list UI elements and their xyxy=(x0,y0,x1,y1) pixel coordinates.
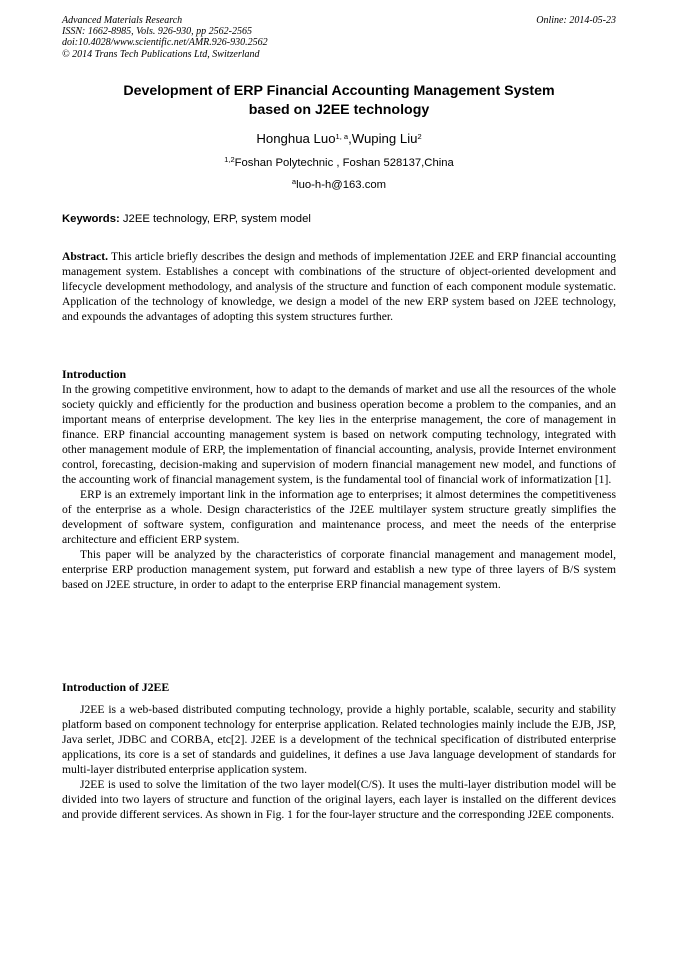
author-list xyxy=(62,131,616,146)
introduction-section xyxy=(62,367,616,592)
keywords-label: Keywords: xyxy=(62,213,120,225)
author-name: Wuping Liu xyxy=(351,131,418,146)
paragraph: ERP is an extremely important link in the information age to enterprises; it almost determines the competitiveness of the enterprise as a whole. Design characteristics of the J2EE multilayer system structure greatly simplifies the development of software system, configuration and maintenance process, and meet the needs of the enterprise architecture and efficient ERP system. xyxy=(62,488,616,546)
title-line-1: Development of ERP Financial Accounting Management System xyxy=(123,83,555,99)
keywords xyxy=(62,213,616,225)
author-email xyxy=(62,179,616,191)
publication-header xyxy=(62,15,616,60)
author-separator: , xyxy=(348,131,352,146)
doi-line: doi:10.4028/www.scientific.net/AMR.926-930.2562 xyxy=(62,37,268,49)
author-superscript: 1, a xyxy=(335,132,349,141)
email-superscript: a xyxy=(291,177,297,186)
section-heading: Introduction xyxy=(62,367,127,381)
affiliation-superscript: 1,2 xyxy=(224,155,235,164)
journal-name: Advanced Materials Research xyxy=(62,15,183,26)
paragraph: In the growing competitive environment, how to adapt to the demands of market and use all the resources of the whole society quickly and efficiently for the production and business operation become a problem to the companies, and an important means of enterprise development. The key lies in the enterprise management, the core of management in finance. ERP financial accounting management system is based on network computing technology, integrated with other management module of ERP, the implementation of financial accounting, analysis, provide Internet environment control, forecasting, decision-making and supervision of modern financial management new model, and functions of the accounting work of financial management system, is the fundamental tool of financial work of informatization [1]. xyxy=(62,383,616,486)
copyright-line: © 2014 Trans Tech Publications Ltd, Switzerland xyxy=(62,48,260,60)
author-superscript: 2 xyxy=(417,132,422,141)
paragraph: This paper will be analyzed by the characteristics of corporate financial management and management model, enterprise ERP production management system, put forward and establish a new type of three layers of B/S system based on J2EE structure, in order to adapt to the enterprise ERP financial management system. xyxy=(62,548,616,591)
paragraph: J2EE is used to solve the limitation of the two layer model(C/S). It uses the multi-layer distribution model will be divided into two layers of structure and function of the original layers, each layer is installed on the different devices and provide different services. As shown in Fig. 1 for the four-layer structure and the corresponding J2EE components. xyxy=(62,778,616,821)
affiliation xyxy=(62,157,616,169)
paragraph: J2EE is a web-based distributed computing technology, provide a highly portable, scalable, security and stability platform based on component technology for enterprise application. Related technologies mainly include the EJB, JSP, Java serlet, JDBC and CORBA, etc[2]. J2EE is a development of the technical specification of distributed enterprise applications, its core is a set of standards and guidelines, it defines a use Java language development of standards for multi-layer distributed enterprise application system. xyxy=(62,703,616,776)
author-name: Honghua Luo xyxy=(256,131,336,146)
affiliation-text: Foshan Polytechnic , Foshan 528137,China xyxy=(234,157,454,169)
paper-title xyxy=(62,82,616,120)
online-date: Online: 2014-05-23 xyxy=(536,15,616,26)
abstract xyxy=(62,249,616,324)
issn-line: ISSN: 1662-8985, Vols. 926-930, pp 2562-2565 xyxy=(62,26,252,38)
abstract-text: This article briefly describes the design and methods of implementation J2EE and ERP financial accounting management system. Establishes a concept with combinations of the structure of object-oriented development and lifecycle development methodology, and analysis of the structure and function of each component module systematic. Application of the technology of knowledge, we design a model of the new ERP system based on J2EE technology, and expounds the advantages of adopting this system structures further. xyxy=(62,250,616,323)
email-text: luo-h-h@163.com xyxy=(296,179,387,191)
title-line-2: based on J2EE technology xyxy=(248,102,430,118)
section-heading: Introduction of J2EE xyxy=(62,680,170,694)
j2ee-section xyxy=(62,680,616,822)
abstract-label: Abstract. xyxy=(62,250,109,263)
keywords-text: J2EE technology, ERP, system model xyxy=(119,213,311,225)
